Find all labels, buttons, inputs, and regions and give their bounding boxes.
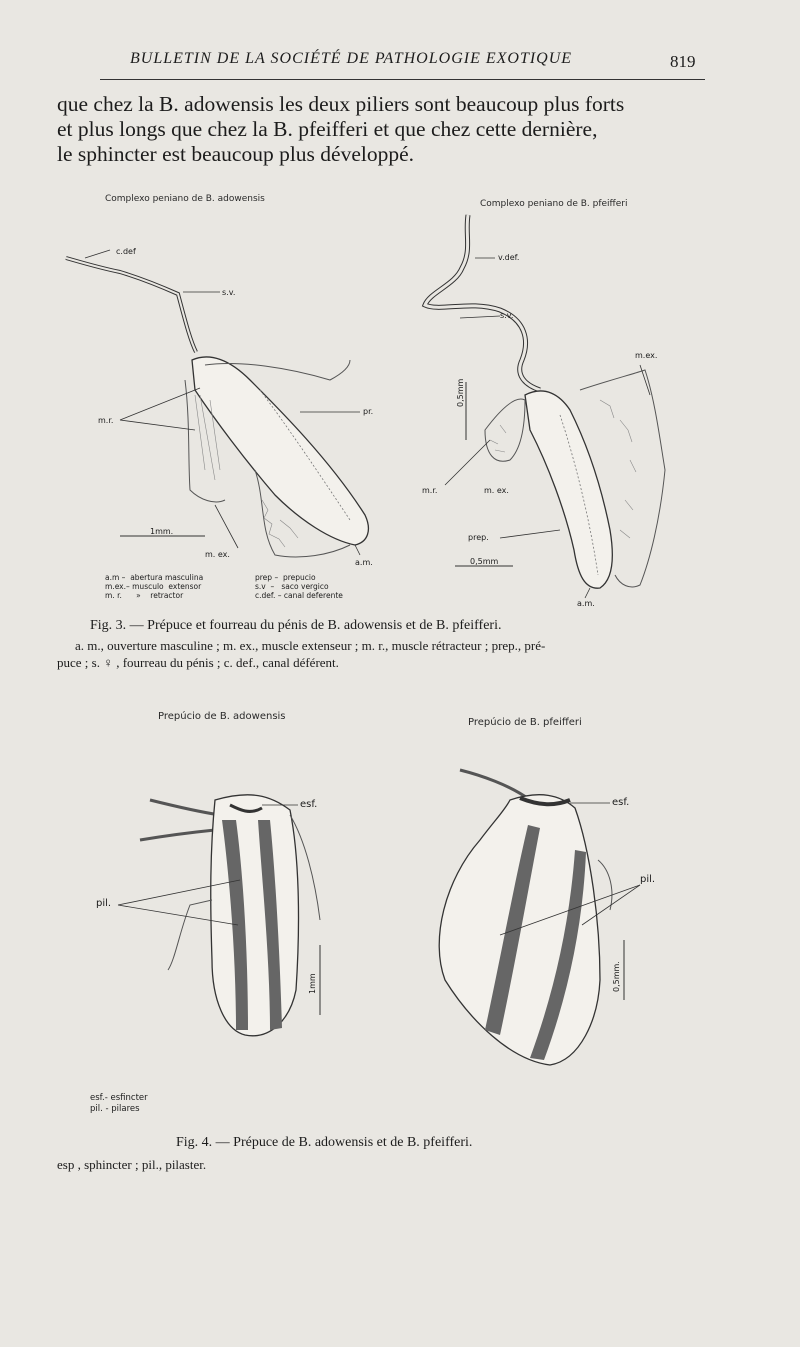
fig3-caption-line2: a. m., ouverture masculine ; m. ex., muscle extenseur ; m. r., muscle rétracteur ; prep., pré- — [75, 638, 546, 653]
fig3-left-title: Complexo peniano de B. adowensis — [105, 194, 265, 204]
fig3-right-label-mex: m. ex. — [484, 486, 509, 495]
page-number: 819 — [670, 52, 696, 71]
fig3-right-scale-vertical: 0,5mm — [456, 378, 465, 407]
fig3-right-label-sv: s.v. — [500, 311, 514, 320]
fig3-right-label-mex-top: m.ex. — [635, 351, 658, 360]
fig4-right-label-pil: pil. — [640, 874, 656, 885]
fig3-left-label-sv: s.v. — [222, 288, 236, 297]
running-header: BULLETIN DE LA SOCIÉTÉ DE PATHOLOGIE EXOTIQUE — [130, 50, 573, 67]
fig4-caption-line2: esp , sphincter ; pil., pilaster. — [57, 1157, 207, 1172]
fig3-legend-left: a.m – abertura masculina m.ex.– musculo extensor m. r. » retractor — [105, 573, 204, 600]
fig3-right-scale-horizontal: 0,5mm — [470, 557, 499, 566]
fig3-left-label-mex: m. ex. — [205, 550, 230, 559]
fig3-left-label-pr: pr. — [363, 407, 374, 416]
fig3-right-label-prep: prep. — [468, 533, 489, 542]
fig3-left-label-am: a.m. — [355, 558, 373, 567]
body-line-1: que chez la B. adowensis les deux piliers sont beaucoup plus forts — [57, 92, 625, 116]
fig4-right-label-esf: esf. — [612, 797, 630, 808]
fig3-right-title: Complexo peniano de B. pfeifferi — [480, 199, 628, 209]
fig4-legend: esf.- esfincter pil. - pilares — [90, 1093, 148, 1114]
fig4-left-scale: 1mm — [308, 973, 317, 994]
body-line-3: le sphincter est beaucoup plus développé. — [57, 142, 415, 166]
fig3-left-label-mr: m.r. — [98, 416, 114, 425]
fig4-left-label-pil: pil. — [96, 898, 112, 909]
fig3-left-scale: 1mm. — [150, 527, 174, 536]
fig4-caption-title: Fig. 4. — Prépuce de B. adowensis et de B. pfeifferi. — [176, 1135, 473, 1150]
fig3-caption-line3: puce ; s. ♀ , fourreau du pénis ; c. def., canal déférent. — [57, 655, 339, 670]
fig4-left-title: Prepúcio de B. adowensis — [158, 711, 286, 722]
fig3-right-label-mr: m.r. — [422, 486, 438, 495]
fig4-right-title: Prepúcio de B. pfeifferi — [468, 717, 582, 728]
fig3-left-label-cdef: c.def — [116, 247, 136, 256]
fig3-legend-right: prep – prepucio s.v – saco vergico c.def. – canal deferente — [255, 573, 343, 600]
fig4-right-scale: 0,5mm. — [612, 961, 621, 992]
body-line-2: et plus longs que chez la B. pfeifferi et que chez cette dernière, — [57, 117, 598, 141]
fig3-caption-title: Fig. 3. — Prépuce et fourreau du pénis de B. adowensis et de B. pfeifferi. — [90, 618, 502, 633]
fig3-right-label-vdef: v.def. — [498, 253, 520, 262]
fig3-right-label-am: a.m. — [577, 599, 595, 608]
fig4-left-label-esf: esf. — [300, 799, 318, 810]
